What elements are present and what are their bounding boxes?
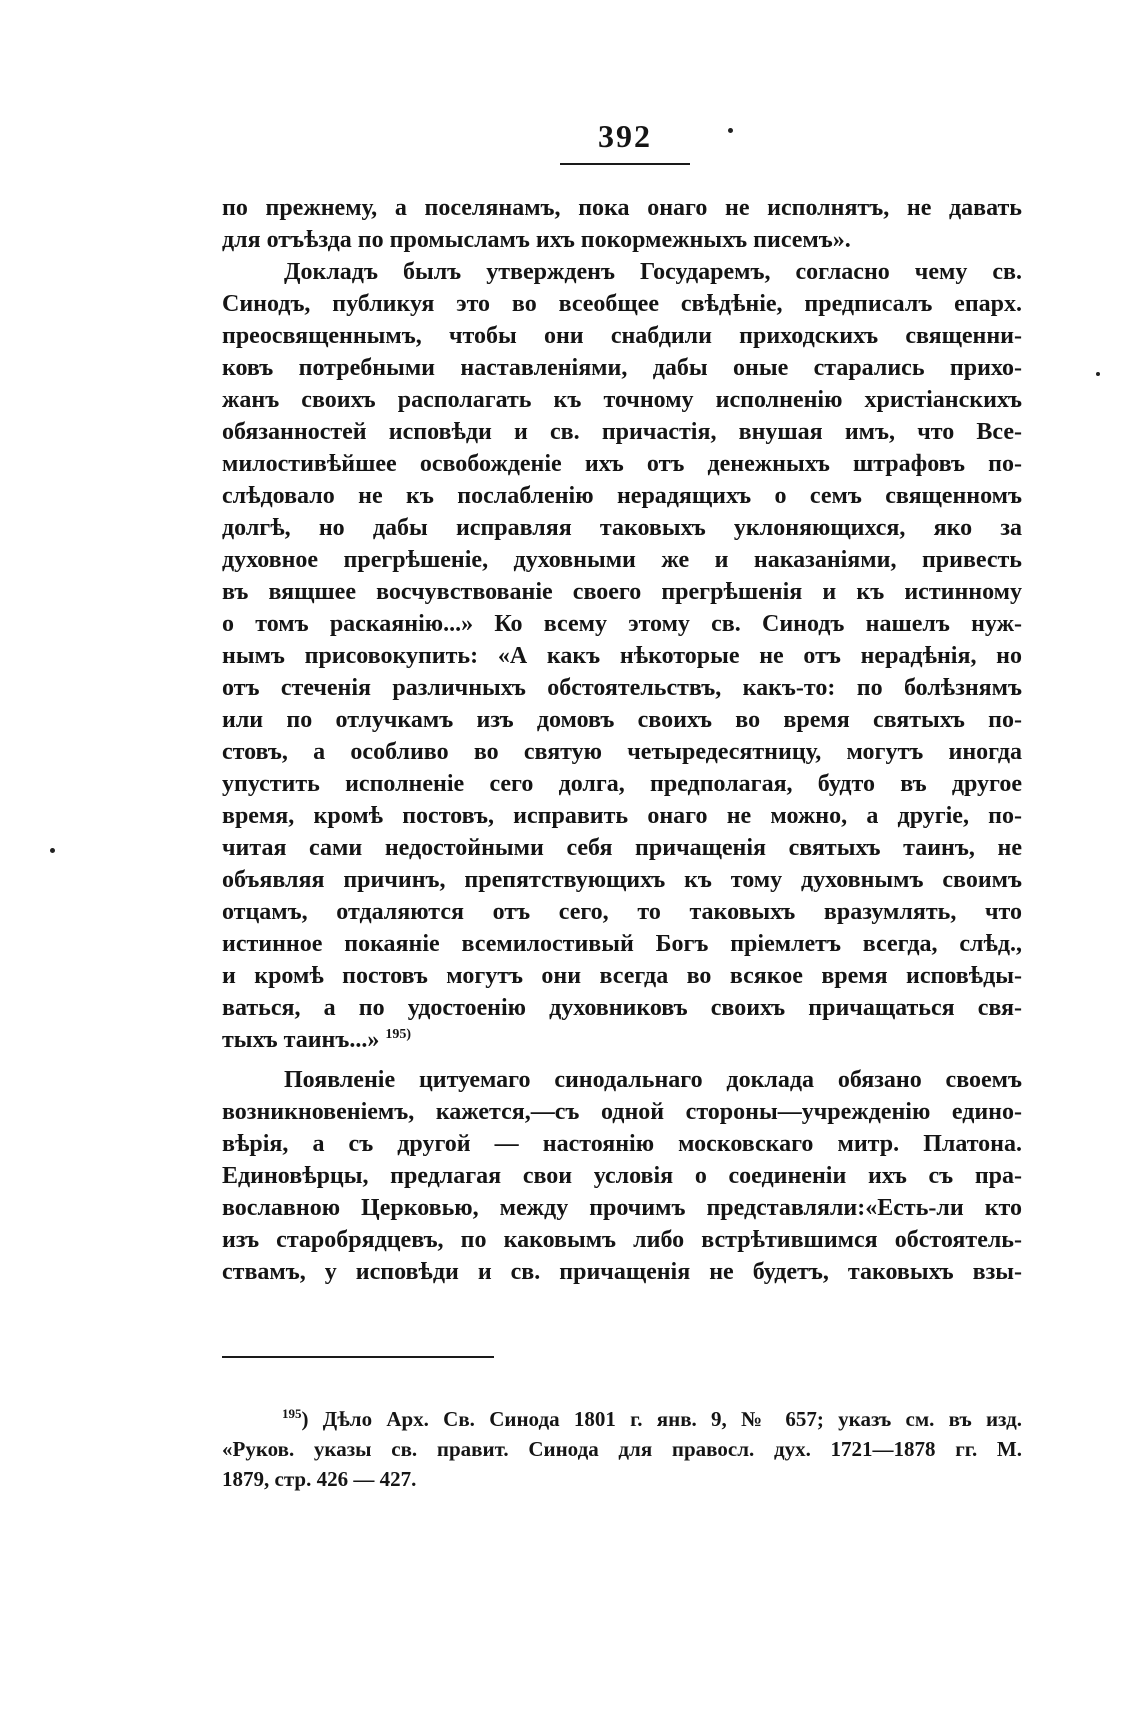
text-line: Единовѣрцы, предлагая свои условія о соединеніи ихъ съ пра- (222, 1163, 1022, 1189)
footnote-mark: 195 (282, 1406, 302, 1421)
text-line: или по отлучкамъ изъ домовъ своихъ во время святыхъ по- (222, 707, 1022, 733)
text-line: вѣрія, а съ другой — настоянію московскаго митр. Платона. (222, 1131, 1022, 1157)
text-line: объявляя причинъ, препятствующихъ къ тому духовнымъ своимъ (222, 867, 1022, 893)
text-line: упустить исполненіе сего долга, предполагая, будто въ другое (222, 771, 1022, 797)
page-number: 392 (598, 118, 652, 154)
text-line: ваться, а по удостоенію духовниковъ своихъ причащаться свя- (222, 995, 1022, 1021)
paragraph-report (222, 256, 1022, 1056)
text-line: нымъ присовокупить: «А какъ нѣкоторые не отъ нерадѣнія, но (222, 643, 1022, 669)
text-line: Докладъ былъ утвержденъ Государемъ, согласно чему св. (284, 259, 1022, 285)
text-line: ствамъ, у исповѣди и св. причащенія не будетъ, таковыхъ взы- (222, 1259, 1022, 1285)
footnote-reference: 195) (385, 1027, 412, 1042)
body-text (222, 192, 1022, 1288)
text-line: милостивѣйшее освобожденіе ихъ отъ денежныхъ штрафовъ по- (222, 451, 1022, 477)
footnote (222, 1404, 1022, 1494)
paragraph-origin (222, 1064, 1022, 1288)
text-line: вославною Церковью, между прочимъ представляли:«Есть-ли кто (222, 1195, 1022, 1221)
footnote-line: «Руков. указы св. правит. Синода для правосл. дух. 1721—1878 гг. М. (222, 1437, 1022, 1461)
text-line: долгѣ, но дабы исправляя таковыхъ уклоняющихся, яко за (222, 515, 1022, 541)
text-line: преосвященнымъ, чтобы они снабдили приходскихъ священни- (222, 323, 1022, 349)
text-line: Синодъ, публикуя это во всеобщее свѣдѣніе, предписалъ епарх. (222, 291, 1022, 317)
scan-speck (1096, 372, 1100, 376)
text-line: и кромѣ постовъ могутъ они всегда во всякое время исповѣды- (222, 963, 1022, 989)
text-line: обязанностей исповѣди и св. причастія, внушая имъ, что Все- (222, 419, 1022, 445)
text-line: слѣдовало не къ послабленію нерадящихъ о семъ священномъ (222, 483, 1022, 509)
text-line: истинное покаяніе всемилостивый Богъ пріемлетъ всегда, слѣд., (222, 931, 1022, 957)
text-line: изъ старобрядцевъ, по каковымъ либо встрѣтившимся обстоятель- (222, 1227, 1022, 1253)
page-number-rule (560, 163, 690, 165)
scan-speck (728, 128, 733, 133)
text-line: возникновеніемъ, кажется,—съ одной стороны—учрежденію едино- (222, 1099, 1022, 1125)
text-line (222, 1024, 1022, 1056)
footnote-line: 1879, стр. 426 — 427. (222, 1467, 417, 1491)
text-line: для отъѣзда по промысламъ ихъ покормежныхъ писемъ». (222, 227, 851, 253)
text-line: стовъ, а особливо во святую четыредесятницу, могутъ иногда (222, 739, 1022, 765)
paragraph-continued (222, 192, 1022, 256)
text-line: время, кромѣ постовъ, исправить онаго не можно, а другіе, по- (222, 803, 1022, 829)
text-line: читая сами недостойными себя причащенія святыхъ таинъ, не (222, 835, 1022, 861)
text-line: жанъ своихъ располагать къ точному исполненію христіанскихъ (222, 387, 1022, 413)
text-line: о томъ раскаянію...» Ко всему этому св. Синодъ нашелъ нуж- (222, 611, 1022, 637)
footnote-line (222, 1404, 1022, 1434)
text-line: по прежнему, а поселянамъ, пока онаго не исполнятъ, не давать (222, 195, 1022, 221)
text-line: въ вящшее восчувствованіе своего прегрѣшенія и къ истинному (222, 579, 1022, 605)
text-line: отъ стеченія различныхъ обстоятельствъ, какъ-то: по болѣзнямъ (222, 675, 1022, 701)
text-line-content: тыхъ таинъ...» (222, 1027, 380, 1053)
scan-speck (50, 848, 55, 853)
text-line: духовное прегрѣшеніе, духовными же и наказаніями, привесть (222, 547, 1022, 573)
text-line: отцамъ, отдаляются отъ сего, то таковыхъ вразумлять, что (222, 899, 1022, 925)
text-line: ковъ потребными наставленіями, дабы оные старались прихо- (222, 355, 1022, 381)
footnote-line-content: ) Дѣло Арх. Св. Синода 1801 г. янв. 9, № 657; указъ см. въ изд. (301, 1407, 1022, 1431)
text-line: Появленіе цитуемаго синодальнаго доклада обязано своемъ (284, 1067, 1022, 1093)
footnote-rule (222, 1356, 494, 1358)
